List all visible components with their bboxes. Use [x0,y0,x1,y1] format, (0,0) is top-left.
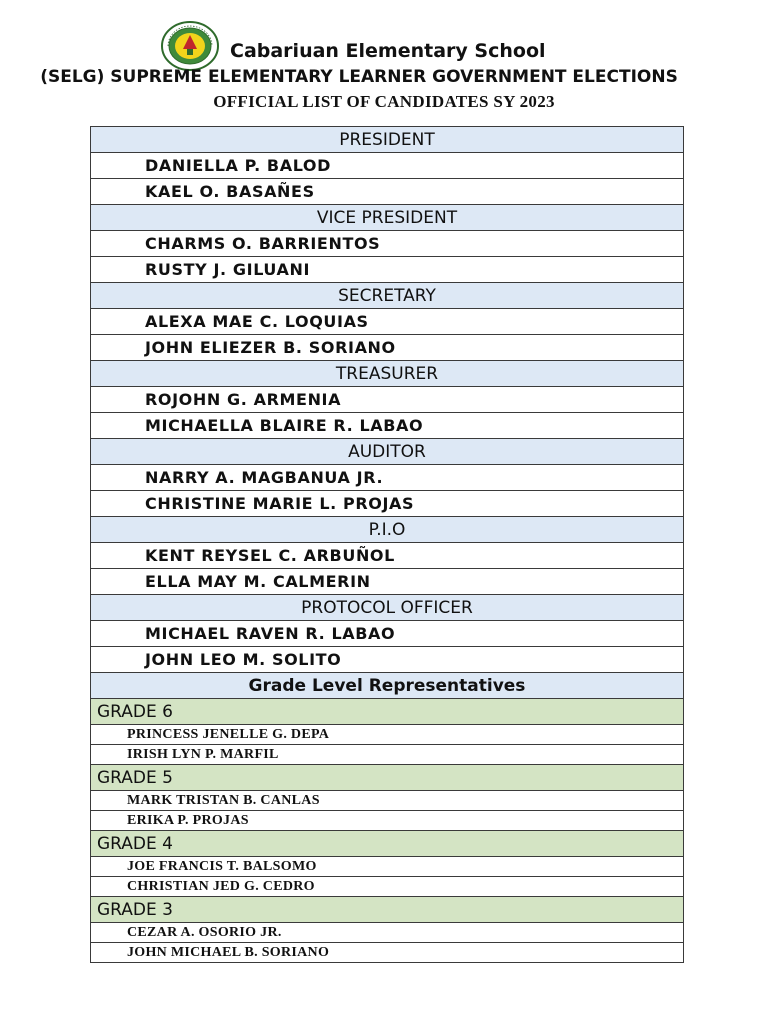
list-title: OFFICIAL LIST OF CANDIDATES SY 2023 [213,92,555,111]
candidate-row-cell: ALEXA MAE C. LOQUIAS [91,309,684,335]
position-header-cell: VICE PRESIDENT [91,205,684,231]
position-header [91,361,684,387]
candidate-row-cell: RUSTY J. GILUANI [91,257,684,283]
candidate-row [91,257,684,283]
candidate-row [91,543,684,569]
candidate-row-cell: JOHN LEO M. SOLITO [91,647,684,673]
candidate-row-cell: CHRISTINE MARIE L. PROJAS [91,491,684,517]
representative-row [91,857,684,877]
candidate-row [91,621,684,647]
candidate-row-cell: ELLA MAY M. CALMERIN [91,569,684,595]
candidate-row [91,465,684,491]
representative-row [91,877,684,897]
position-header-cell: PRESIDENT [91,127,684,153]
grade-header [91,699,684,725]
representative-row [91,923,684,943]
candidate-row [91,179,684,205]
candidate-row [91,569,684,595]
position-header [91,595,684,621]
grade-header-cell: GRADE 4 [91,831,684,857]
candidate-row-cell: MICHAELLA BLAIRE R. LABAO [91,413,684,439]
school-seal-icon [160,20,220,72]
candidate-row-cell: NARRY A. MAGBANUA JR. [91,465,684,491]
election-subtitle: (SELG) SUPREME ELEMENTARY LEARNER GOVERNMENT ELECTIONS [40,67,678,87]
candidate-row [91,387,684,413]
candidate-row [91,335,684,361]
grade-header [91,831,684,857]
candidate-row [91,153,684,179]
representative-row-cell: MARK TRISTAN B. CANLAS [91,791,684,811]
grade-header-cell: GRADE 5 [91,765,684,791]
candidate-row-cell: KAEL O. BASAÑES [91,179,684,205]
grade-header-cell: GRADE 3 [91,897,684,923]
position-header [91,439,684,465]
representative-row-cell: CEZAR A. OSORIO JR. [91,923,684,943]
grade-header-cell: GRADE 6 [91,699,684,725]
candidate-row-cell: KENT REYSEL C. ARBUÑOL [91,543,684,569]
representative-row [91,943,684,963]
position-header-cell: AUDITOR [91,439,684,465]
representative-row-cell: PRINCESS JENELLE G. DEPA [91,725,684,745]
candidate-row [91,413,684,439]
representative-row-cell: JOE FRANCIS T. BALSOMO [91,857,684,877]
grade-reps-header-cell: Grade Level Representatives [91,673,684,699]
representative-row [91,745,684,765]
representative-row-cell: JOHN MICHAEL B. SORIANO [91,943,684,963]
candidate-row-cell: CHARMS O. BARRIENTOS [91,231,684,257]
candidate-row-cell: JOHN ELIEZER B. SORIANO [91,335,684,361]
candidate-row [91,491,684,517]
grade-header [91,897,684,923]
position-header [91,283,684,309]
document-header [0,0,768,126]
representative-row [91,811,684,831]
position-header [91,127,684,153]
candidate-row [91,647,684,673]
grade-reps-header [91,673,684,699]
candidate-row-cell: DANIELLA P. BALOD [91,153,684,179]
candidates-table [90,126,684,963]
candidate-row-cell: MICHAEL RAVEN R. LABAO [91,621,684,647]
representative-row [91,791,684,811]
position-header [91,205,684,231]
candidate-row [91,309,684,335]
candidate-row-cell: ROJOHN G. ARMENIA [91,387,684,413]
candidate-row [91,231,684,257]
school-name: Cabariuan Elementary School [230,40,546,62]
representative-row-cell: IRISH LYN P. MARFIL [91,745,684,765]
representative-row-cell: CHRISTIAN JED G. CEDRO [91,877,684,897]
representative-row [91,725,684,745]
representative-row-cell: ERIKA P. PROJAS [91,811,684,831]
grade-header [91,765,684,791]
position-header [91,517,684,543]
position-header-cell: PROTOCOL OFFICER [91,595,684,621]
position-header-cell: SECRETARY [91,283,684,309]
position-header-cell: TREASURER [91,361,684,387]
position-header-cell: P.I.O [91,517,684,543]
